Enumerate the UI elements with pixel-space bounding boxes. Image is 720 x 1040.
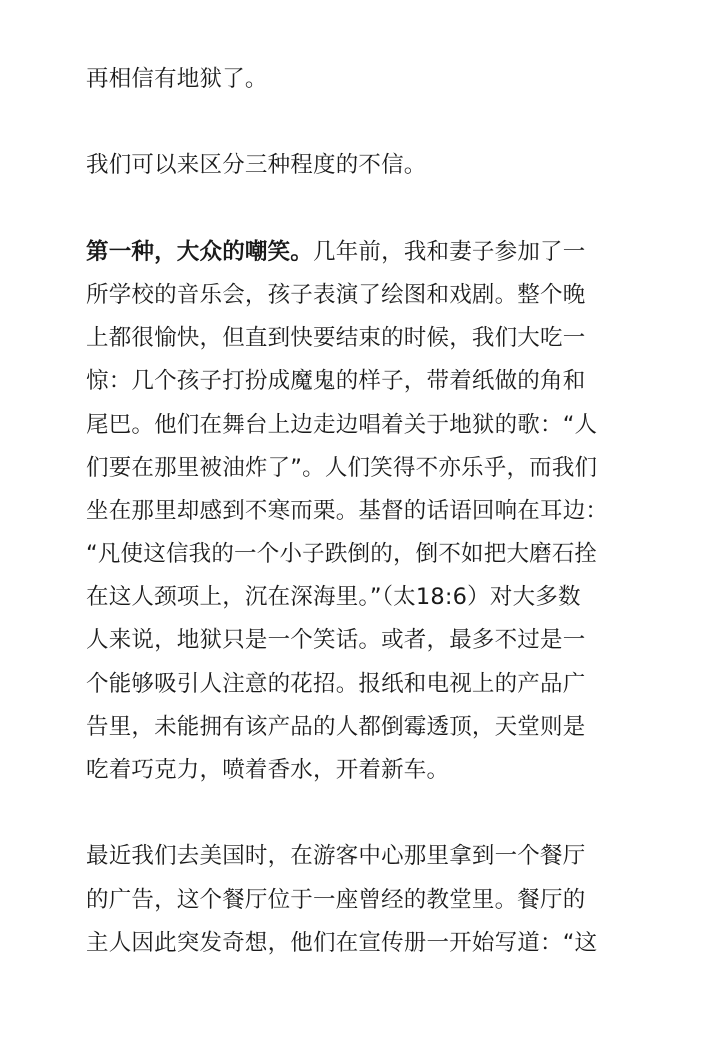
text-line: 尾巴。他们在舞台上边走边唱着关于地狱的歌：“人 — [86, 411, 598, 438]
text-line: 人来说，地狱只是一个笑话。或者，最多不过是一 — [86, 627, 586, 654]
text-line: 上都很愉快，但直到快要结束的时候，我们大吃一 — [86, 325, 586, 352]
paragraph-2 — [86, 144, 632, 187]
text-line: 主人因此突发奇想，他们在宣传册一开始写道：“这 — [86, 929, 598, 956]
paragraph-4 — [86, 835, 632, 965]
paragraph-heading: 第一种，大众的嘲笑。 — [86, 238, 314, 265]
text-line: 再相信有地狱了。 — [86, 66, 268, 92]
text-line: 们要在那里被油炸了”。人们笑得不亦乐乎，而我们 — [86, 454, 598, 481]
text-line — [86, 231, 632, 274]
document-body — [86, 58, 632, 1008]
text-run: 几年前，我和妻子参加了一 — [313, 238, 586, 265]
text-line: 吃着巧克力，喷着香水，开着新车。 — [86, 757, 450, 783]
text-line: “凡使这信我的一个小子跌倒的，倒不如把大磨石拴 — [86, 541, 598, 568]
paragraph-3 — [86, 231, 632, 792]
text-line: 在这人颈项上，沉在深海里。”（太18:6）对大多数 — [86, 584, 581, 611]
text-line: 惊：几个孩子打扮成魔鬼的样子，带着纸做的角和 — [86, 368, 586, 395]
text-line: 告里，未能拥有该产品的人都倒霉透顶，天堂则是 — [86, 713, 586, 740]
text-line: 坐在那里却感到不寒而栗。基督的话语回响在耳边： — [86, 497, 609, 524]
text-line: 最近我们去美国时，在游客中心那里拿到一个餐厅 — [86, 843, 586, 870]
paragraph-1 — [86, 58, 632, 101]
text-line: 我们可以来区分三种程度的不信。 — [86, 152, 427, 179]
text-line: 的广告，这个餐厅位于一座曾经的教堂里。餐厅的 — [86, 886, 586, 913]
text-line: 个能够吸引人注意的花招。报纸和电视上的产品广 — [86, 670, 586, 697]
text-line: 所学校的音乐会，孩子表演了绘图和戏剧。整个晚 — [86, 281, 586, 308]
